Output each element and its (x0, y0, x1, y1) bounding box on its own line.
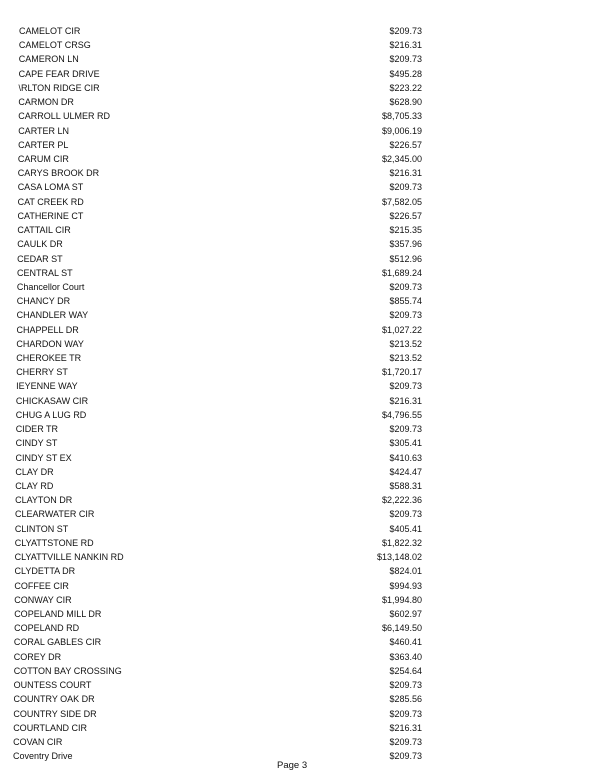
page-number: Page 3 (277, 760, 308, 771)
amount-value: $824.01 (389, 566, 422, 577)
list-item (0, 81, 600, 95)
amount-value: $215.35 (389, 225, 422, 236)
amount-value: $216.31 (389, 395, 422, 406)
list-item (0, 593, 600, 607)
street-name: CLYATTVILLE NANKIN RD (14, 552, 124, 563)
list-item (0, 735, 600, 749)
amount-value: $285.56 (389, 694, 422, 705)
list-item (0, 621, 600, 635)
amount-value: $209.73 (389, 381, 422, 392)
street-name: CARMON DR (18, 97, 74, 108)
list-item (0, 408, 600, 422)
amount-value: $9,006.19 (381, 125, 422, 136)
list-item (0, 166, 600, 180)
street-name: CONWAY CIR (14, 594, 72, 605)
amount-value: $1,027.22 (381, 324, 422, 335)
street-name: CARTER PL (18, 139, 69, 150)
street-name: CHANCY DR (16, 296, 71, 307)
amount-value: $512.96 (389, 253, 422, 264)
street-name: COTTON BAY CROSSING (13, 665, 122, 676)
amount-value: $1,822.32 (381, 537, 422, 548)
list-item (0, 252, 600, 266)
list-item (0, 180, 600, 194)
street-name: CORAL GABLES CIR (13, 637, 102, 648)
street-name: CHEROKEE TR (16, 353, 82, 364)
amount-value: $254.64 (389, 665, 422, 676)
list-item (0, 721, 600, 735)
street-name: CINDY ST EX (15, 452, 72, 463)
amount-value: $223.22 (389, 82, 422, 93)
street-name: CAULK DR (17, 239, 63, 250)
amount-value: $216.31 (389, 722, 422, 733)
amount-value: $209.73 (389, 54, 422, 65)
street-name: CEDAR ST (17, 253, 63, 264)
street-name: Coventry Drive (13, 751, 73, 762)
street-name: CLINTON ST (14, 523, 69, 534)
amount-value: $424.47 (389, 466, 422, 477)
list-item (0, 550, 600, 564)
street-name: COUNTRY SIDE DR (13, 708, 97, 719)
list-item (0, 109, 600, 123)
list-item (0, 607, 600, 621)
street-name: CAT CREEK RD (17, 196, 84, 207)
amount-value: $209.73 (389, 751, 422, 762)
amount-value: $410.63 (389, 452, 422, 463)
street-name: Chancellor Court (16, 281, 85, 292)
street-name: CAPE FEAR DRIVE (18, 68, 100, 79)
amount-value: $357.96 (389, 239, 422, 250)
list-item (0, 635, 600, 649)
list-item (0, 351, 600, 365)
street-name: COURTLAND CIR (13, 722, 88, 733)
list-item (0, 422, 600, 436)
list-item (0, 365, 600, 379)
amount-value: $495.28 (389, 68, 422, 79)
amount-value: $213.52 (389, 338, 422, 349)
street-name: CLEARWATER CIR (15, 509, 95, 520)
list-item (0, 479, 600, 493)
amount-value: $855.74 (389, 296, 422, 307)
street-name: CLAYTON DR (15, 495, 73, 506)
amount-value: $213.52 (389, 353, 422, 364)
list-item (0, 124, 600, 138)
street-name: CARTER LN (18, 125, 70, 136)
amount-value: $305.41 (389, 438, 422, 449)
street-name: CHERRY ST (16, 367, 68, 378)
list-item (0, 308, 600, 322)
street-name: CHUG A LUG RD (15, 409, 87, 420)
street-name: COREY DR (13, 651, 62, 662)
amount-value: $1,994.80 (381, 594, 422, 605)
street-name: COPELAND MILL DR (14, 608, 102, 619)
street-name: COVAN CIR (13, 736, 63, 747)
list-item (0, 152, 600, 166)
street-name: CHANDLER WAY (16, 310, 89, 321)
list-item (0, 138, 600, 152)
list-item (0, 67, 600, 81)
list-item (0, 38, 600, 52)
list-item (0, 52, 600, 66)
amount-value: $2,345.00 (381, 153, 422, 164)
street-name: CASA LOMA ST (17, 182, 84, 193)
street-name: CENTRAL ST (17, 267, 73, 278)
street-name: CARROLL ULMER RD (18, 111, 110, 122)
amount-value: $8,705.33 (381, 111, 422, 122)
street-name: COUNTRY OAK DR (13, 694, 95, 705)
street-name: CHAPPELL DR (16, 324, 79, 335)
street-name: CAMERON LN (18, 54, 79, 65)
street-name: CARUM CIR (17, 153, 69, 164)
amount-value: $2,222.36 (381, 495, 422, 506)
list-item (0, 323, 600, 337)
amount-value: $209.73 (389, 736, 422, 747)
list-item (0, 493, 600, 507)
list-item (0, 692, 600, 706)
list-item (0, 465, 600, 479)
street-name: CARYS BROOK DR (17, 168, 100, 179)
street-name: \RLTON RIDGE CIR (18, 82, 100, 93)
amount-value: $602.97 (389, 608, 422, 619)
amount-value: $209.73 (389, 182, 422, 193)
street-name: CAMELOT CIR (19, 26, 81, 36)
street-name: OUNTESS COURT (13, 680, 92, 691)
street-name: COPELAND RD (14, 623, 80, 634)
list-item (0, 379, 600, 393)
amount-value: $405.41 (389, 523, 422, 534)
list-item (0, 707, 600, 721)
street-name: CHARDON WAY (16, 338, 84, 349)
list-item (0, 95, 600, 109)
street-name: CIDER TR (15, 424, 59, 435)
amount-value: $1,720.17 (381, 367, 422, 378)
amount-value: $13,148.02 (376, 552, 422, 563)
street-name: CAMELOT CRSG (18, 40, 91, 51)
list-item (0, 522, 600, 536)
amount-value: $460.41 (389, 637, 422, 648)
amount-value: $588.31 (389, 481, 422, 491)
amount-value: $209.73 (389, 424, 422, 435)
list-item (0, 195, 600, 209)
amount-value: $209.73 (389, 310, 422, 321)
list-item (0, 209, 600, 223)
street-name: CATHERINE CT (17, 210, 84, 221)
list-item (0, 337, 600, 351)
list-item (0, 564, 600, 578)
amount-value: $994.93 (389, 580, 422, 591)
street-name: CATTAIL CIR (17, 225, 71, 236)
amount-value: $7,582.05 (381, 196, 422, 207)
street-amount-list (0, 24, 600, 763)
list-item (0, 650, 600, 664)
street-name: CLYDETTA DR (14, 566, 76, 577)
list-item (0, 294, 600, 308)
list-item (0, 24, 600, 38)
list-item (0, 223, 600, 237)
list-item (0, 266, 600, 280)
amount-value: $209.73 (389, 281, 422, 292)
list-item (0, 237, 600, 251)
list-item (0, 436, 600, 450)
amount-value: $209.73 (389, 708, 422, 719)
amount-value: $209.73 (389, 26, 422, 36)
street-name: CLAY DR (15, 466, 54, 477)
street-name: COFFEE CIR (14, 580, 69, 591)
amount-value: $226.57 (389, 139, 422, 150)
amount-value: $6,149.50 (381, 623, 422, 634)
list-item (0, 664, 600, 678)
street-name: CINDY ST (15, 438, 58, 449)
amount-value: $4,796.55 (381, 409, 422, 420)
street-name: CLAY RD (15, 481, 54, 491)
list-item (0, 451, 600, 465)
list-item (0, 579, 600, 593)
amount-value: $1,689.24 (381, 267, 422, 278)
amount-value: $628.90 (389, 97, 422, 108)
list-item (0, 507, 600, 521)
street-name: CHICKASAW CIR (15, 395, 89, 406)
list-item (0, 280, 600, 294)
list-item (0, 536, 600, 550)
amount-value: $226.57 (389, 210, 422, 221)
list-item (0, 678, 600, 692)
amount-value: $363.40 (389, 651, 422, 662)
amount-value: $209.73 (389, 680, 422, 691)
amount-value: $209.73 (389, 509, 422, 520)
list-item (0, 394, 600, 408)
amount-value: $216.31 (389, 40, 422, 51)
street-name: CLYATTSTONE RD (14, 537, 94, 548)
street-name: IEYENNE WAY (16, 381, 78, 392)
amount-value: $216.31 (389, 168, 422, 179)
